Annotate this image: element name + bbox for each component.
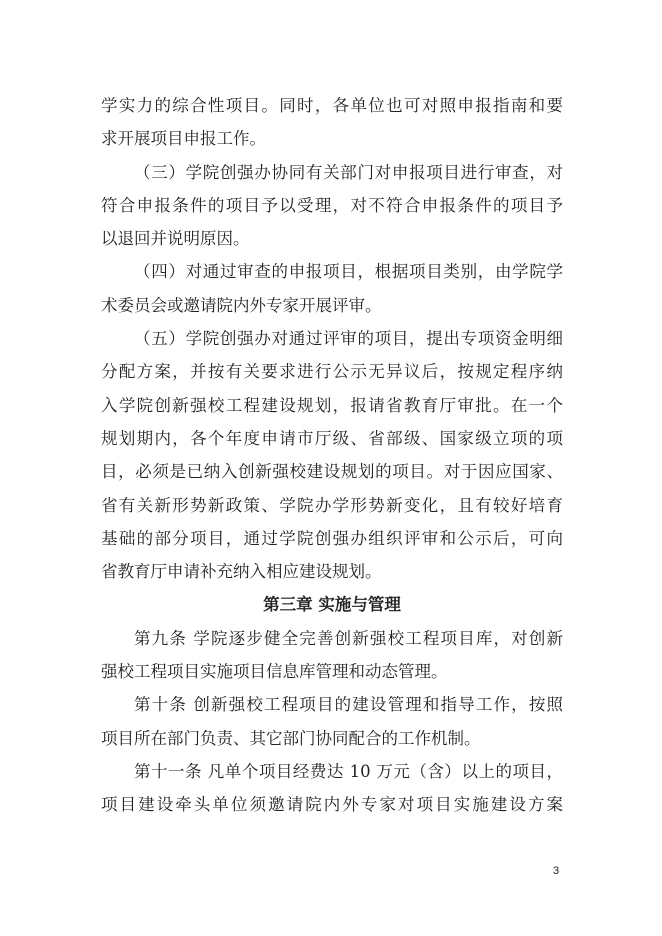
text-line: 项目所在部门负责、其它部门协同配合的工作机制。 <box>101 728 481 748</box>
text-line: （三）学院创强办协同有关部门对申报项目进行审查，对 <box>134 162 563 182</box>
text-line: （五）学院创强办对通过评审的项目，提出专项资金明细 <box>134 329 563 349</box>
text-line: 分配方案，并按有关要求进行公示无异议后，按规定程序纳 <box>101 362 563 382</box>
text-line: 强校工程项目实施项目信息库管理和动态管理。 <box>101 662 448 682</box>
text-line: 以退回并说明原因。 <box>101 229 250 249</box>
text-line: 学实力的综合性项目。同时，各单位也可对照申报指南和要 <box>101 96 563 115</box>
text-line: 省教育厅申请补充纳入相应建设规划。 <box>101 562 382 582</box>
document-body <box>101 89 563 822</box>
paragraph <box>101 322 563 588</box>
paragraph <box>101 156 563 256</box>
paragraph <box>101 688 563 755</box>
text-line: 规划期内，各个年度申请市厅级、省部级、国家级立项的项 <box>101 428 563 448</box>
text-line: 符合申报条件的项目予以受理，对不符合申报条件的项目予 <box>101 195 563 215</box>
paragraph <box>101 755 563 822</box>
paragraph <box>101 622 563 689</box>
text-line: 省有关新形势新政策、学院办学形势新变化，且有较好培育 <box>101 495 563 515</box>
text-line: 第九条 学院逐步健全完善创新强校工程项目库，对创新 <box>134 628 563 648</box>
chapter-heading: 第三章 实施与管理 <box>263 595 401 615</box>
text-line: 基础的部分项目，通过学院创强办组织评审和公示后，可向 <box>101 528 563 548</box>
text-line: 入学院创新强校工程建设规划，报请省教育厅审批。在一个 <box>101 395 563 415</box>
paragraph <box>101 89 563 156</box>
paragraph <box>101 255 563 322</box>
text-line: （四）对通过审查的申报项目，根据项目类别，由学院学 <box>134 262 563 282</box>
text-line: 项目建设牵头单位须邀请院内外专家对项目实施建设方案 <box>101 795 563 815</box>
text-line: 第十一条 凡单个项目经费达 10 万元（含）以上的项目， <box>134 761 563 781</box>
text-line: 术委员会或邀请院内外专家开展评审。 <box>101 295 382 315</box>
text-line: 求开展项目申报工作。 <box>101 129 266 149</box>
text-line: 目，必须是已纳入创新强校建设规划的项目。对于因应国家、 <box>101 462 563 482</box>
text-line: 第十条 创新强校工程项目的建设管理和指导工作，按照 <box>134 695 563 715</box>
page-number: 3 <box>553 865 560 877</box>
